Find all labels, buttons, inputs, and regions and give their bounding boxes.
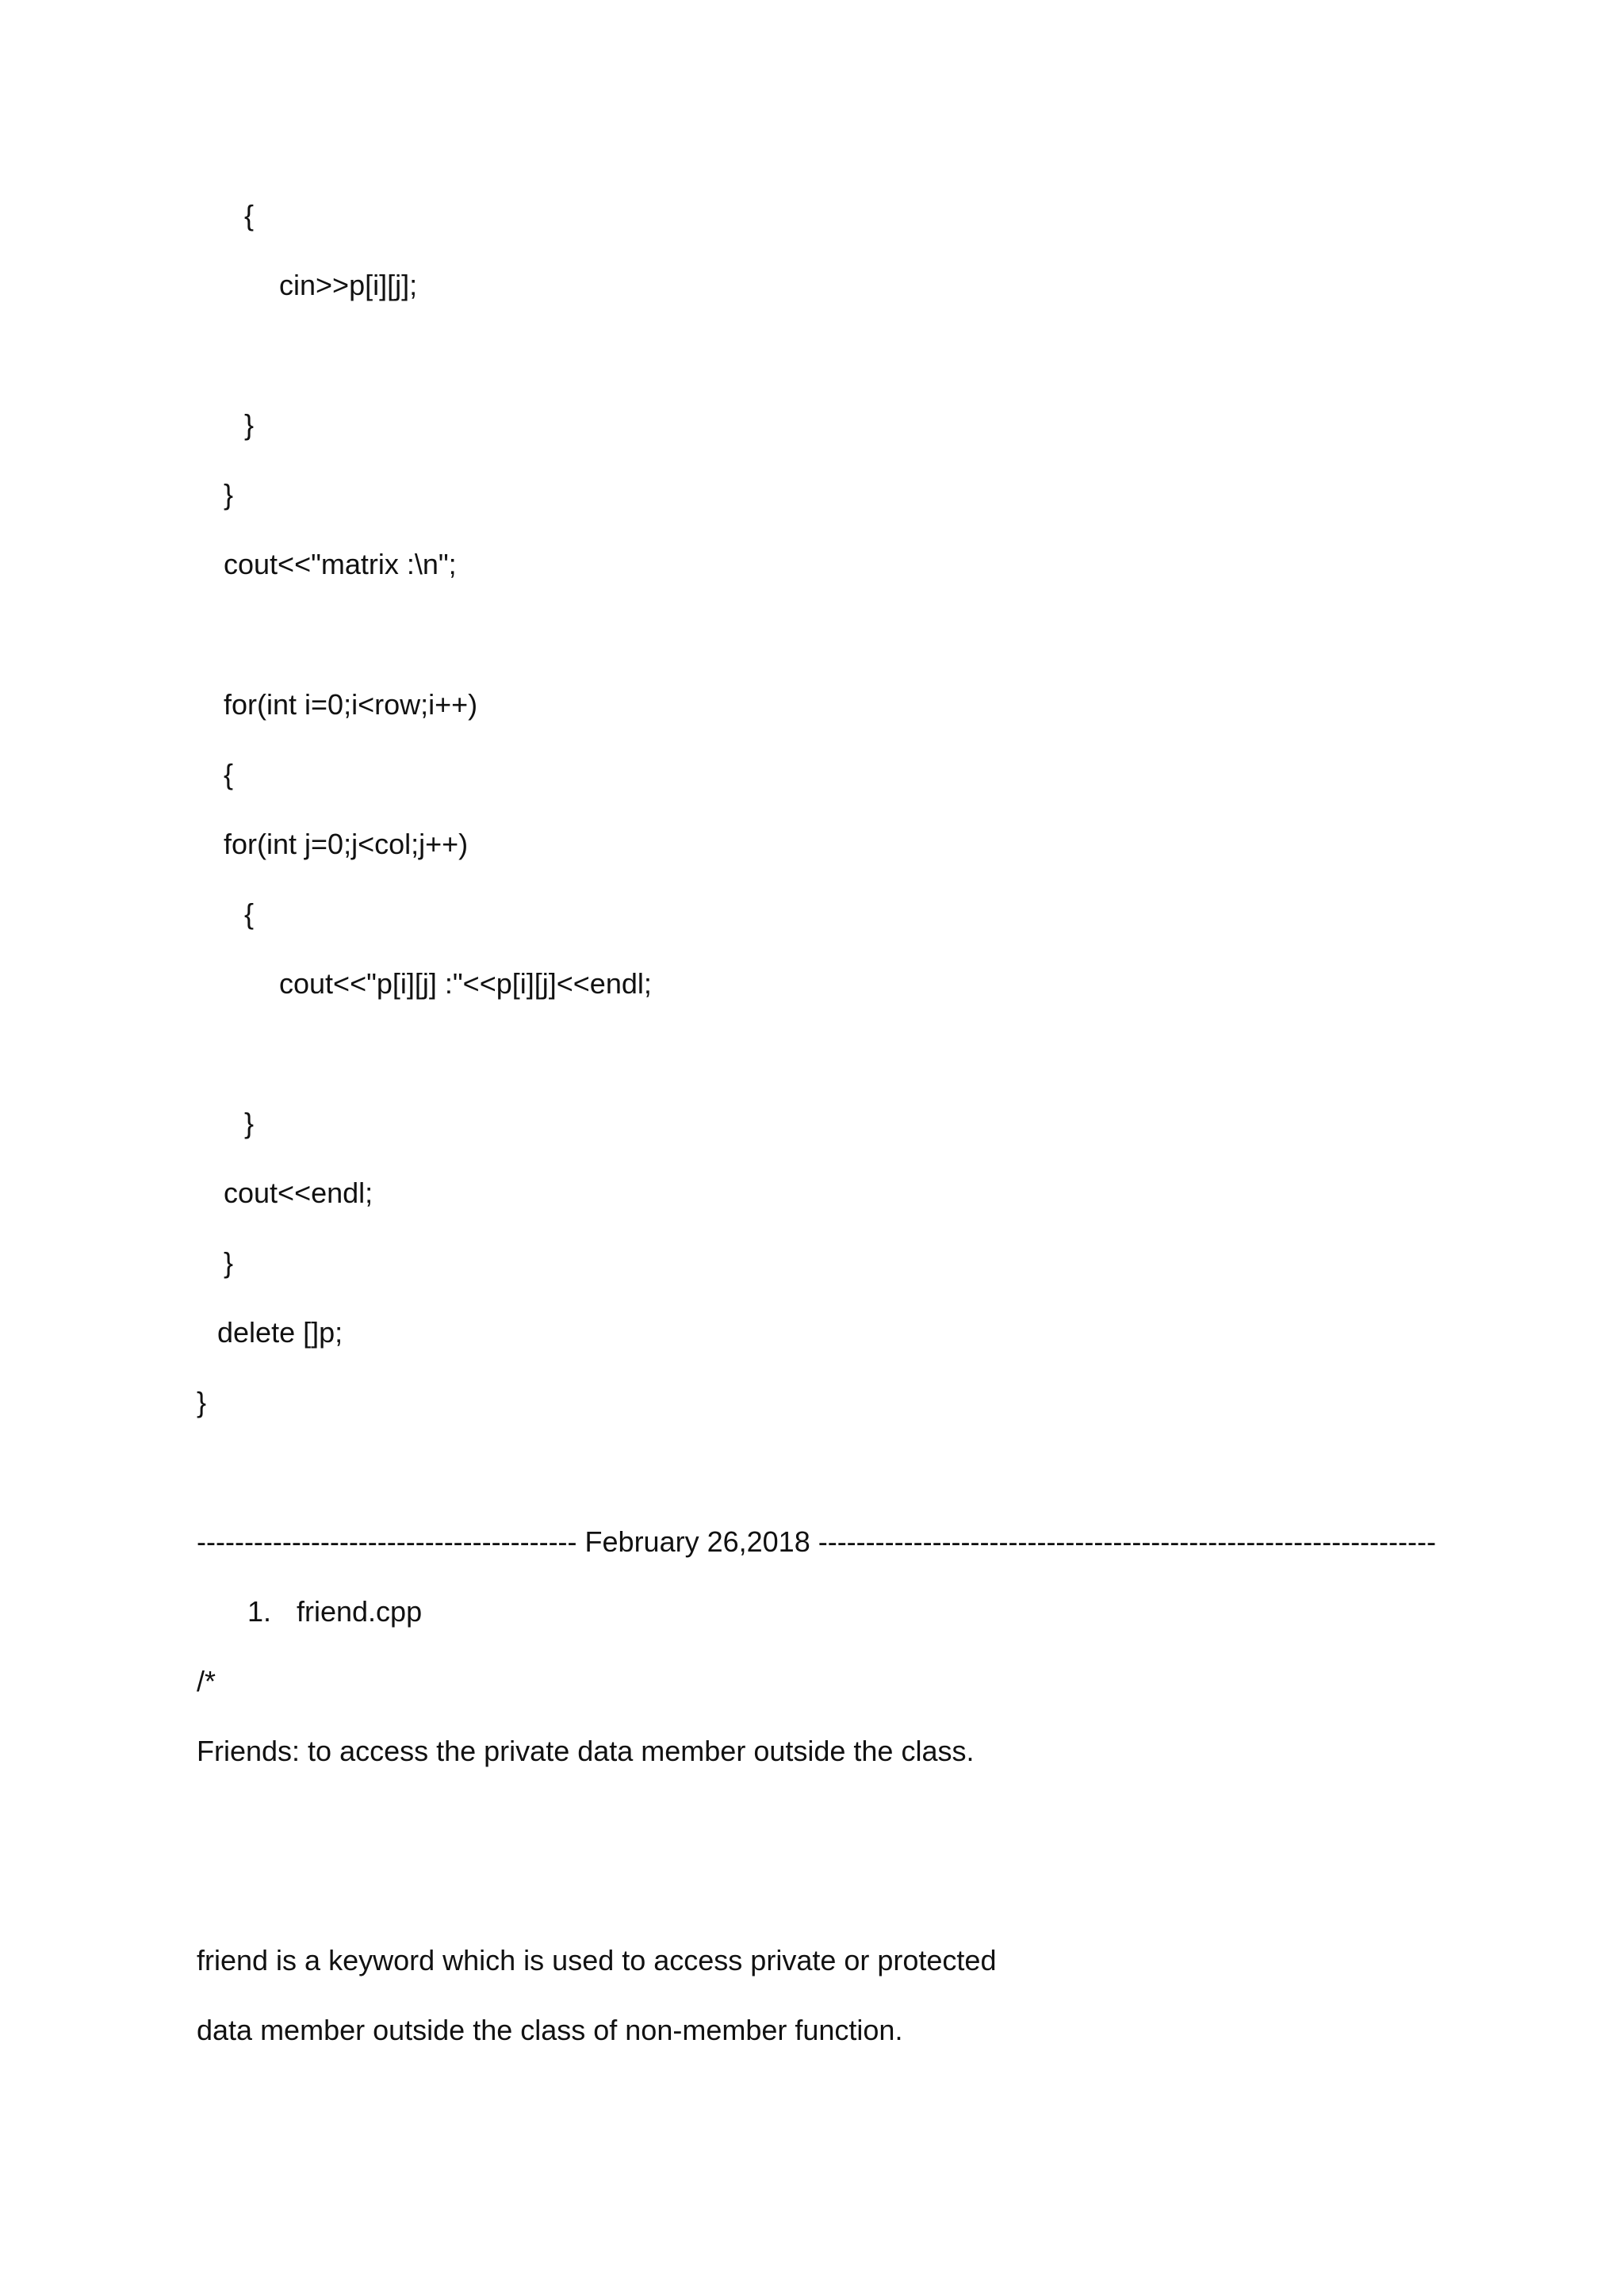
code-line: } <box>224 478 234 511</box>
code-line: delete []p; <box>217 1316 343 1349</box>
code-line: cin>>p[i][j]; <box>279 269 418 301</box>
code-line: { <box>244 199 255 232</box>
code-line: } <box>224 1246 234 1279</box>
list-item-text: friend.cpp <box>297 1595 423 1628</box>
code-line: cout<<"matrix :\n"; <box>224 548 457 580</box>
paragraph-line: friend is a keyword which is used to access private or protected <box>197 1944 997 1976</box>
list-item-number: 1. <box>247 1595 272 1628</box>
code-line: cout<<"p[i][j] :"<<p[i][j]<<endl; <box>279 967 652 1000</box>
code-line: for(int j=0;j<col;j++) <box>224 828 469 860</box>
code-line: } <box>197 1386 207 1418</box>
code-line: for(int i=0;i<row;i++) <box>224 688 478 721</box>
comment-open: /* <box>197 1665 216 1697</box>
code-line: cout<<endl; <box>224 1177 373 1209</box>
code-line: } <box>244 408 255 441</box>
code-line: { <box>244 897 255 930</box>
date-separator: ---------------------------------------- February 26,2018 ----------------------------------------------------------------- <box>197 1525 1436 1558</box>
paragraph-line: Friends: to access the private data member outside the class. <box>197 1735 975 1767</box>
paragraph-line: data member outside the class of non-member function. <box>197 2014 903 2046</box>
code-line: } <box>244 1107 255 1139</box>
code-line: { <box>224 758 234 790</box>
